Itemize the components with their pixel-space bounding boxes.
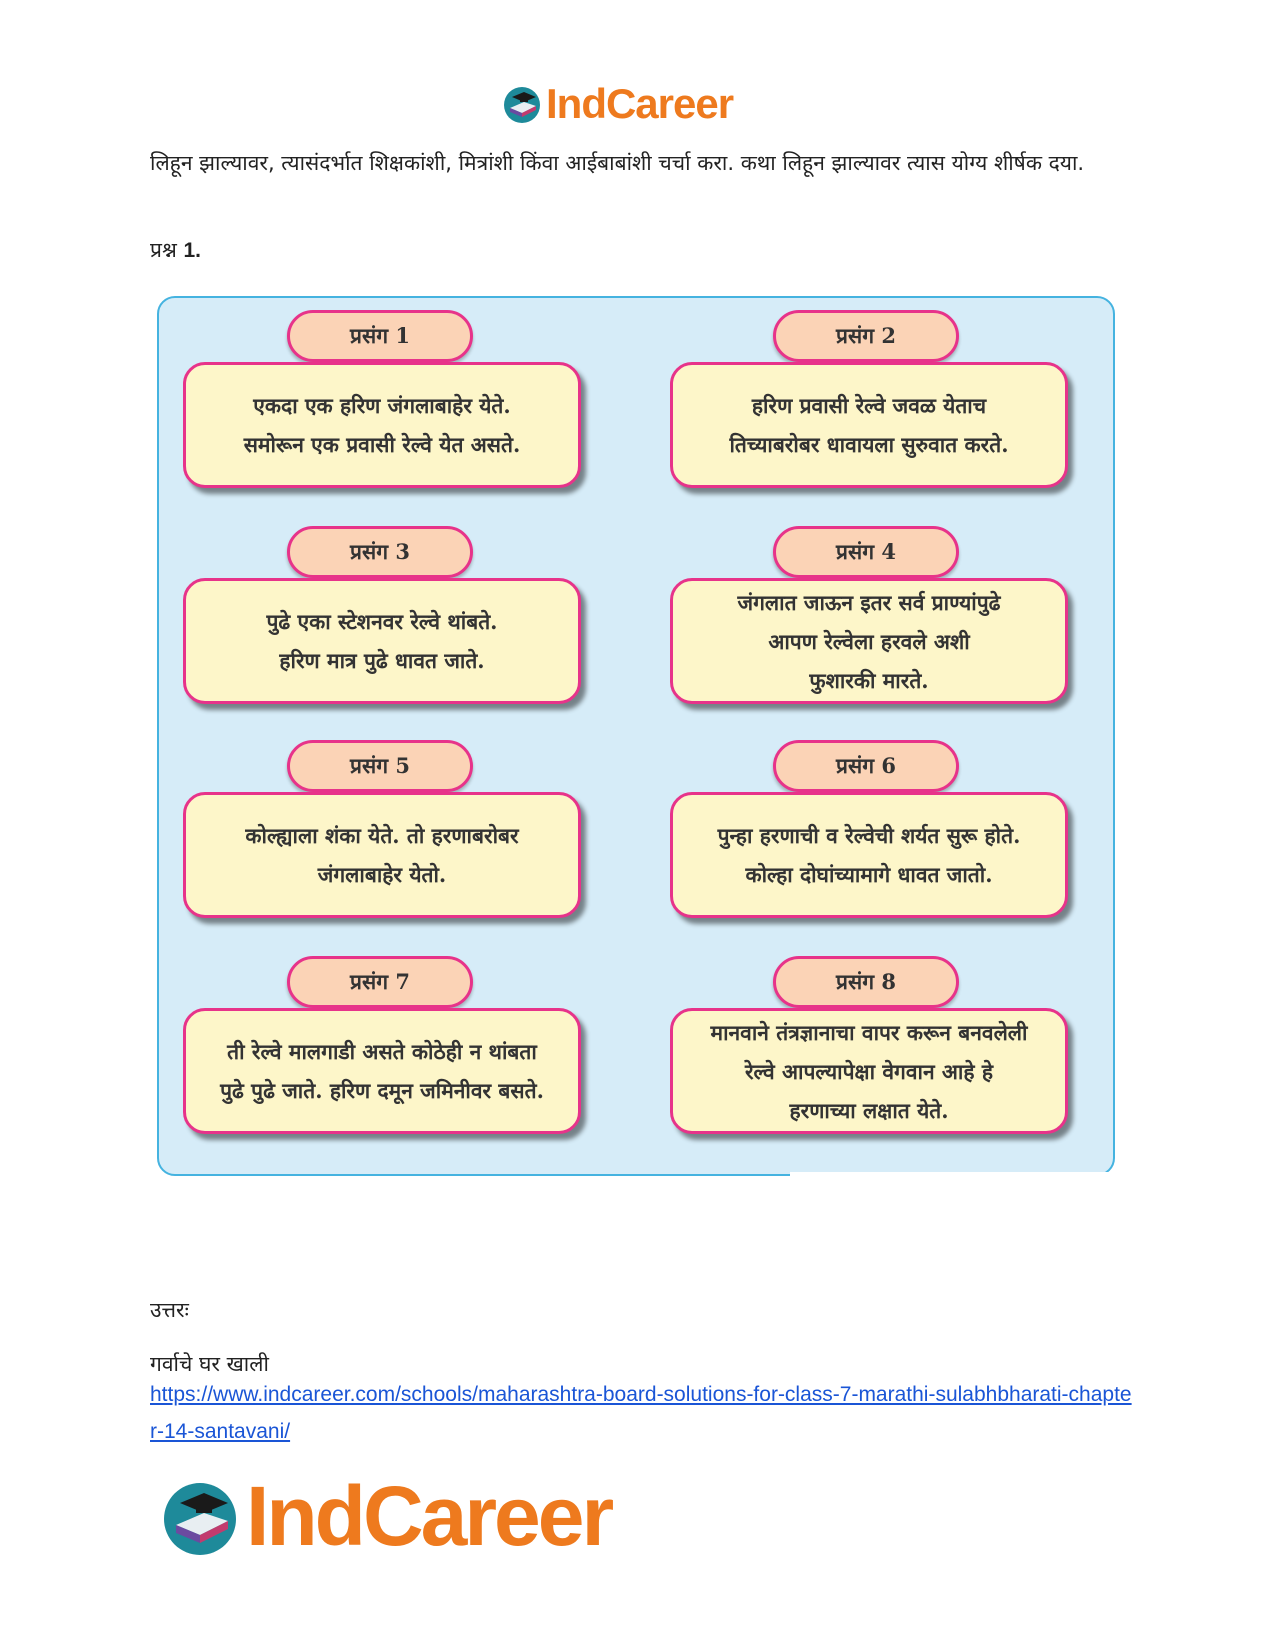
scene-line: फुशारकी मारते. [809,667,929,693]
answer-label: उत्तरः [150,1298,189,1322]
scene-line: हरणाच्या लक्षात येते. [789,1097,949,1123]
scene-card-text [244,386,521,464]
brand-logo-top [502,80,733,128]
question-label [150,236,201,264]
scene-card-2 [670,362,1068,488]
scene-tag-1: प्रसंग 1 [287,310,473,362]
scene-line: ती रेल्वे मालगाडी असते कोठेही न थांबता [227,1039,537,1064]
brand-logo-bottom [160,1468,611,1565]
graduation-cap-book-icon [160,1477,240,1557]
scene-card-8 [670,1008,1068,1134]
question-number: 1. [183,239,201,262]
scene-line: रेल्वे आपल्यापेक्षा वेगवान आहे हे [744,1058,994,1084]
scene-line: मानवाने तंत्रज्ञानाचा वापर करून बनवलेली [710,1019,1028,1045]
scene-line: हरिण मात्र पुढे धावत जाते. [279,648,485,673]
scene-line: हरिण प्रवासी रेल्वे जवळ येताच [751,393,987,418]
intro-paragraph: लिहून झाल्यावर, त्यासंदर्भात शिक्षकांशी, मित्रांशी किंवा आईबाबांशी चर्चा करा. कथा लिहून झाल्यावर त्यास योग्य शीर्षक दया. [150,151,1085,175]
scene-line: पुढे एका स्टेशनवर रेल्वे थांबते. [266,609,498,634]
source-link[interactable]: https://www.indcareer.com/schools/maharashtra-board-solutions-for-class-7-marathi-sulabhbharati-chapter-14-santavani/ [150,1383,1132,1443]
scene-line: आपण रेल्वेला हरवले अशी [768,628,970,654]
scene-line: समोरून एक प्रवासी रेल्वे येत असते. [243,432,521,457]
scene-line: पुढे पुढे जाते. हरिण दमून जमिनीवर बसते. [220,1078,544,1103]
scene-card-4 [670,578,1068,704]
scene-card-text [267,602,498,680]
scene-line: जंगलाबाहेर येतो. [317,862,447,887]
scene-tag-8: प्रसंग 8 [773,956,959,1008]
scene-tag-6: प्रसंग 6 [773,740,959,792]
scene-card-text [220,1032,544,1110]
scene-card-5 [183,792,581,918]
scene-card-text [245,816,518,894]
scene-line: पुन्हा हरणाची व रेल्वेची शर्यत सुरू होते. [717,823,1021,848]
brand-wordmark: IndCareer [546,80,734,127]
scene-card-7 [183,1008,581,1134]
scene-card-3 [183,578,581,704]
scene-line: कोल्हा दोघांच्यामागे धावत जातो. [745,862,993,887]
scene-tag-5: प्रसंग 5 [287,740,473,792]
scene-card-text [729,386,1008,464]
question-word: प्रश्न [150,238,177,262]
scene-card-text [718,816,1021,894]
scene-card-6 [670,792,1068,918]
answer-text: गर्वाचे घर खाली [150,1352,269,1376]
brand-wordmark: IndCareer [246,1469,612,1563]
graduation-cap-book-icon [502,84,542,124]
scene-tag-2: प्रसंग 2 [773,310,959,362]
scene-tag-7: प्रसंग 7 [287,956,473,1008]
scene-tag-3: प्रसंग 3 [287,526,473,578]
scene-line: तिच्याबरोबर धावायला सुरुवात करते. [729,432,1009,457]
panel-edge-gap [790,1172,1120,1182]
scene-line: एकदा एक हरिण जंगलाबाहेर येते. [253,393,511,418]
scene-card-1 [183,362,581,488]
scene-line: कोल्ह्याला शंका येते. तो हरणाबरोबर [245,823,519,848]
scene-card-text [711,1013,1028,1130]
scene-tag-4: प्रसंग 4 [773,526,959,578]
scene-line: जंगलात जाऊन इतर सर्व प्राण्यांपुढे [737,589,1001,615]
scene-card-text [738,583,1001,700]
